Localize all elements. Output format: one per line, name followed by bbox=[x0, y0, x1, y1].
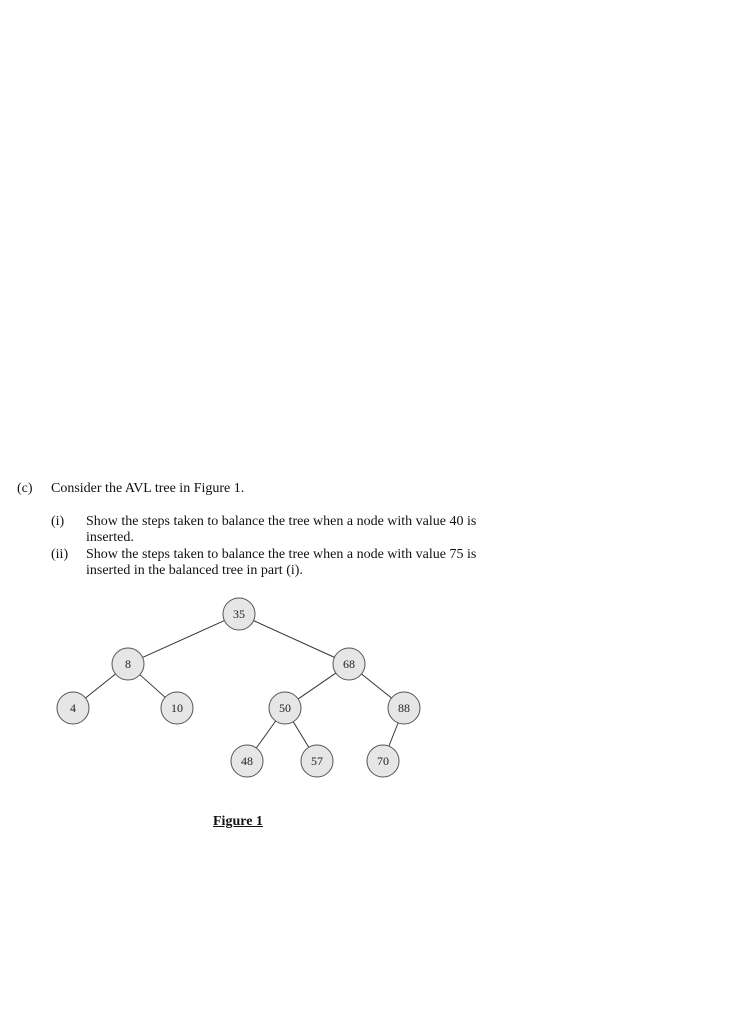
tree-node-88 bbox=[388, 692, 420, 724]
tree-node-label: 10 bbox=[171, 701, 183, 715]
tree-edge-50-57 bbox=[293, 722, 308, 748]
tree-edge-88-70 bbox=[389, 723, 398, 746]
tree-node-50 bbox=[269, 692, 301, 724]
tree-node-label: 68 bbox=[343, 657, 355, 671]
tree-node-68 bbox=[333, 648, 365, 680]
question-part-label: (c) bbox=[17, 481, 33, 496]
tree-node-label: 57 bbox=[311, 754, 323, 768]
tree-node-8 bbox=[112, 648, 144, 680]
tree-node-label: 50 bbox=[279, 701, 291, 715]
tree-edge-8-4 bbox=[85, 674, 115, 698]
tree-node-4 bbox=[57, 692, 89, 724]
subpart-i-text: Show the steps taken to balance the tree when a node with value 40 is inserted. bbox=[86, 514, 477, 545]
subpart-i-label: (i) bbox=[51, 514, 65, 529]
question-prompt: Consider the AVL tree in Figure 1. bbox=[51, 481, 245, 496]
tree-node-35 bbox=[223, 598, 255, 630]
tree-edge-8-10 bbox=[140, 675, 165, 698]
tree-edge-68-50 bbox=[298, 673, 336, 699]
tree-edge-68-88 bbox=[361, 674, 391, 698]
figure-caption: Figure 1 bbox=[213, 814, 263, 829]
tree-edge-35-68 bbox=[254, 621, 335, 658]
tree-node-label: 35 bbox=[233, 607, 245, 621]
tree-node-48 bbox=[231, 745, 263, 777]
tree-node-label: 48 bbox=[241, 754, 253, 768]
tree-node-label: 8 bbox=[125, 657, 131, 671]
subpart-ii-text: Show the steps taken to balance the tree when a node with value 75 is inserted in the balanced tree in part (i). bbox=[86, 547, 477, 578]
tree-node-label: 88 bbox=[398, 701, 410, 715]
tree-node-70 bbox=[367, 745, 399, 777]
tree-edge-50-48 bbox=[256, 721, 275, 748]
tree-node-10 bbox=[161, 692, 193, 724]
tree-node-57 bbox=[301, 745, 333, 777]
subpart-ii-label: (ii) bbox=[51, 547, 69, 562]
tree-edge-35-8 bbox=[143, 621, 225, 658]
tree-node-label: 70 bbox=[377, 754, 389, 768]
tree-node-label: 4 bbox=[70, 701, 76, 715]
